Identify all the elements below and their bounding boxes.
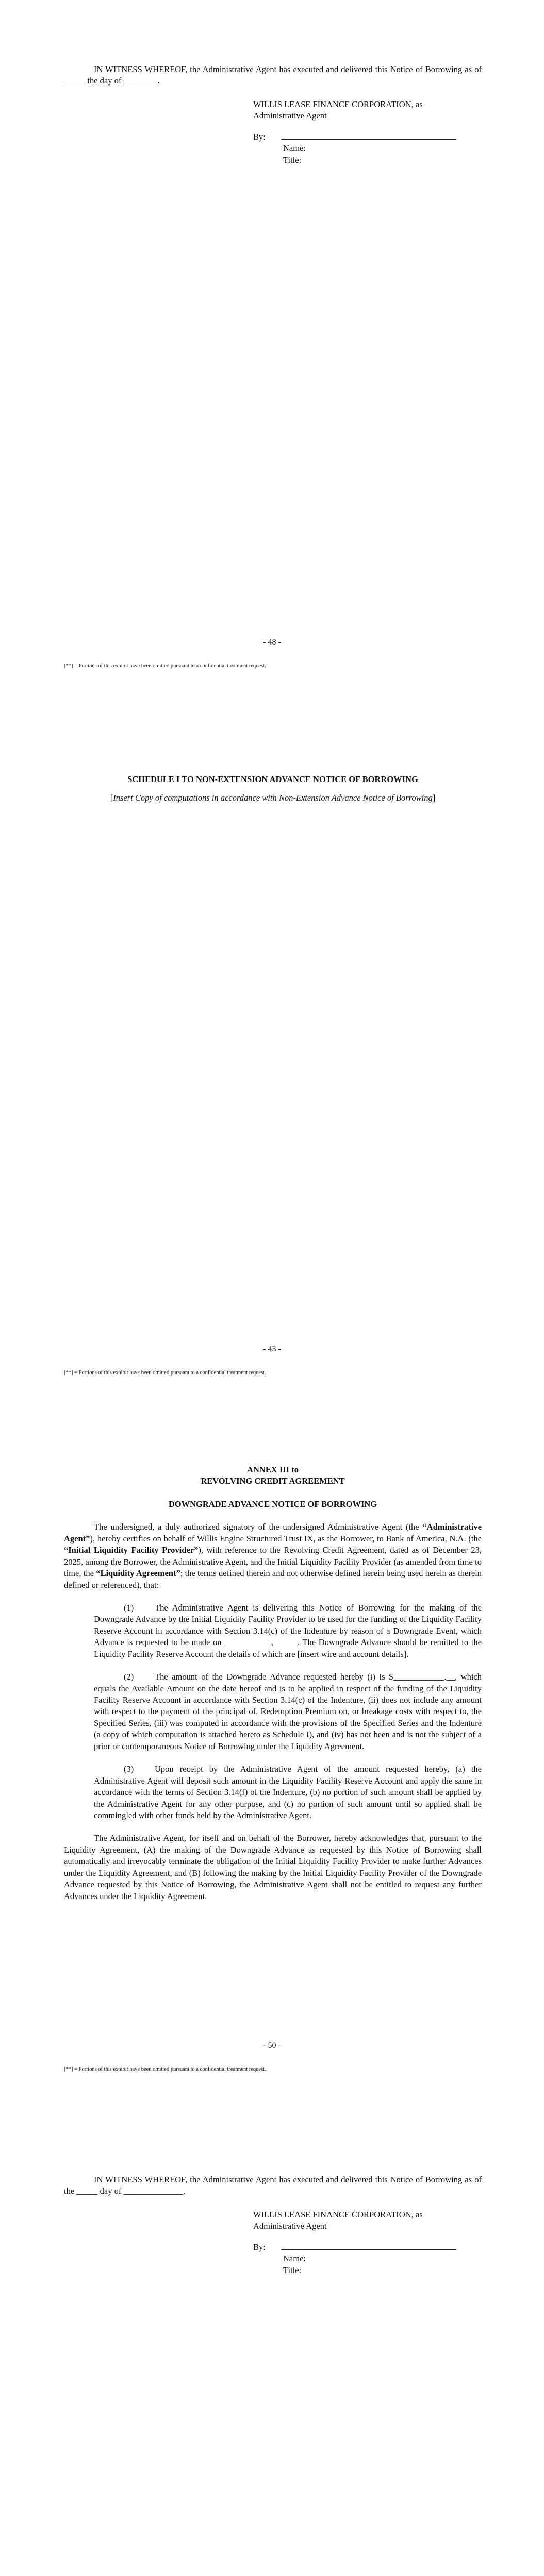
list-item-2: (2) The amount of the Downgrade Advance requested hereby (i) is $____________.__, which equals the Available Amount on the date hereof and is to be applied in respect of the funding of the Liquidity Facility Reserve Account in accordance with Section 3.14(c) of the Indenture, (ii) does not include any amount with respect to the payment of the principal of, Redemption Premium on, or breakage costs with respect to, the Specified Series, (iii) was computed in accordance with the provisions of the Specified Series and the Indenture (a copy of which computation is attached hereto as Schedule I), and (iv) has not been and is not the subject of a prior or contemporaneous Notice of Borrowing under the Liquidity Agreement. [94,1672,482,1751]
signature-block [253,99,485,166]
witness-paragraph: IN WITNESS WHEREOF, the Administrative Agent has executed and delivered this Notice of Borrowing as of _____ the day of ________. [64,64,482,86]
witness-paragraph: IN WITNESS WHEREOF, the Administrative Agent has executed and delivered this Notice of Borrowing as of the _____ day of ______________. [64,2175,482,2196]
list-item-1: (1) The Administrative Agent is delivering this Notice of Borrowing for the making of the Downgrade Advance by the Initial Liquidity Facility Provider to be used for the funding of the Liquidity Facility Reserve Account in accordance with Section 3.14(c) of the Indenture by reason of a Downgrade Event, which Advance is requested to be made on ___________, _____. The Downgrade Advance should be remitted to the Liquidity Facility Reserve Account the details of which are [insert wire and account details]. [94,1602,482,1659]
footnote: [**] = Portions of this exhibit have been omitted pursuant to a confidential treatment request. [64,2066,266,2072]
name-label: Name: [283,143,306,154]
notice-title: DOWNGRADE ADVANCE NOTICE OF BORROWING [168,1499,377,1509]
document-page-50 [0,1401,544,2107]
schedule-subheading: [Insert Copy of computations in accordance with Non-Extension Advance Notice of Borrowing] [110,793,436,803]
footnote: [**] = Portions of this exhibit have been omitted pursuant to a confidential treatment request. [64,663,266,669]
page-number: - 43 - [263,1345,281,1353]
document-page-43 [0,690,544,1401]
signature-line [281,132,456,140]
annex-subtitle: REVOLVING CREDIT AGREEMENT [201,1476,345,1486]
signatory-company: WILLIS LEASE FINANCE CORPORATION, as Administrative Agent [253,2210,423,2231]
schedule-heading: SCHEDULE I TO NON-EXTENSION ADVANCE NOTICE OF BORROWING [127,774,418,784]
by-label: By: [253,131,266,142]
signature-line [281,2242,456,2250]
page-number: - 48 - [263,638,281,647]
signatory-company: WILLIS LEASE FINANCE CORPORATION, as Administrative Agent [253,99,423,121]
document-page-48 [0,0,544,690]
by-label: By: [253,2242,266,2252]
closing-paragraph: The Administrative Agent, for itself and on behalf of the Borrower, hereby acknowledges that, pursuant to the Liquidity Agreement, (A) the making of the Downgrade Advance as requested by this Notice of Borrowing shall automatically and irrevocably terminate the obligation of the Initial Liquidity Facility Provider to make further Advances under the Liquidity Agreement, and (B) following the making by the Initial Liquidity Facility Provider of the Downgrade Advance requested by this Notice of Borrowing, the Administrative Agent shall not be entitled to request any further Advances under the Liquidity Agreement. [64,1833,482,1901]
name-label: Name: [283,2253,306,2264]
list-item-3: (3) Upon receipt by the Administrative Agent of the amount requested hereby, (a) the Administrative Agent will deposit such amount in the Liquidity Facility Reserve Account and apply the same in accordance with the terms of Section 3.14(f) of the Indenture, (b) no portion of such amount shall be applied by the Administrative Agent for any other purpose, and (c) no portion of such amount until so applied shall be commingled with other funds held by the Administrative Agent. [94,1764,482,1820]
page-number: - 50 - [263,2041,281,2050]
intro-paragraph: The undersigned, a duly authorized signatory of the undersigned Administrative Agent (the “Administrative Agent”), hereby certifies on behalf of Willis Engine Structured Trust IX, as the Borrower, to Bank of America, N.A. (the “Initial Liquidity Facility Provider”), with reference to the Revolving Credit Agreement, dated as of December 23, 2025, among the Borrower, the Administrative Agent, and the Initial Liquidity Facility Provider (as amended from time to time, the “Liquidity Agreement”; the terms defined therein and not otherwise defined herein being used herein as therein defined or referenced), that: [64,1522,482,1590]
title-label: Title: [283,2265,302,2275]
signature-block [253,2209,485,2276]
footnote: [**] = Portions of this exhibit have been omitted pursuant to a confidential treatment request. [64,1370,266,1376]
document-page-51 [0,2107,544,2576]
annex-title: ANNEX III to [247,1465,299,1475]
title-label: Title: [283,155,302,165]
